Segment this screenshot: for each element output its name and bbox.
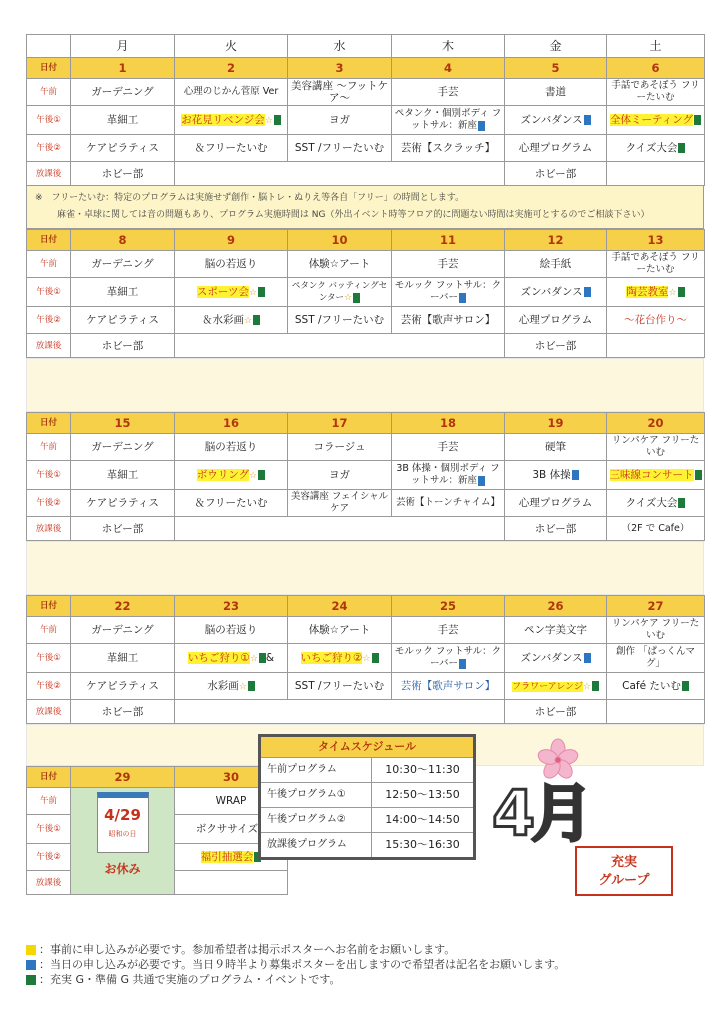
date-row <box>27 596 705 617</box>
event-highlight: 三味線コンサート <box>609 469 694 481</box>
legend <box>26 942 565 987</box>
spacer-band <box>26 358 704 412</box>
program-cell: クイズ大会 <box>607 490 705 517</box>
program-cell: SST /フリーたいむ <box>288 673 392 700</box>
blue-mark-icon <box>459 659 466 669</box>
green-mark-icon <box>678 287 685 297</box>
program-cell: リンパケア フリーたいむ <box>607 617 705 644</box>
date-cell: 12 <box>505 230 607 251</box>
green-mark-icon <box>678 143 685 153</box>
green-mark-icon <box>682 681 689 691</box>
legend-item: ：充実 G・準備 G 共通で実施のプログラム・イベントです。 <box>26 972 565 987</box>
holiday-cell <box>71 788 175 895</box>
schedule-row: 放課後プログラム 15:30〜16:30 <box>261 832 473 857</box>
program-cell: 手芸 <box>392 617 505 644</box>
program-cell: 心理プログラム <box>505 135 607 162</box>
green-mark-icon <box>353 293 360 303</box>
legend-item: ：事前に申し込みが必要です。参加希望者は掲示ポスターへお名前をお願いします。 <box>26 942 565 957</box>
legend-item: ：当日の申し込みが必要です。当日９時半より募集ポスターを出しますので希望者は記名をお願いします。 <box>26 957 565 972</box>
program-cell: モルック フットサル：クーバー <box>392 644 505 673</box>
program-cell: ペタンク バッティングセンター☆ <box>288 278 392 307</box>
program-cell: 革細工 <box>71 461 175 490</box>
date-cell: 11 <box>392 230 505 251</box>
program-cell: 芸術【スクラッチ】 <box>392 135 505 162</box>
event-highlight: スポーツ会 <box>196 285 249 298</box>
program-cell <box>288 644 392 673</box>
after-row <box>27 700 705 724</box>
program-cell: 心理プログラム <box>505 307 607 334</box>
program-cell: 心理プログラム <box>505 490 607 517</box>
program-cell: 体験☆アート <box>288 617 392 644</box>
yellow-mark-icon <box>26 945 36 955</box>
program-cell <box>175 871 288 895</box>
event-highlight: お花見リベンジ会 <box>181 113 265 126</box>
blue-mark-icon <box>572 470 579 480</box>
green-mark-icon <box>694 115 701 125</box>
program-cell: 〜花台作り〜 <box>607 307 705 334</box>
time-schedule <box>258 734 476 860</box>
row-label: 日付 <box>27 58 71 79</box>
blue-mark-icon <box>459 293 466 303</box>
row-label: 日付 <box>27 413 71 434</box>
pm2-row <box>27 490 705 517</box>
after-row <box>27 334 705 358</box>
event-highlight: フラワーアレンジ <box>512 681 583 692</box>
schedule-row: 午前プログラム 10:30〜11:30 <box>261 757 473 782</box>
program-cell: 体験☆アート <box>288 251 392 278</box>
program-cell: （2F で Cafe） <box>607 517 705 541</box>
program-cell: ヨガ <box>288 106 392 135</box>
row-label: 午後② <box>27 673 71 700</box>
row-label: 午後① <box>27 278 71 307</box>
program-cell <box>175 461 288 490</box>
star-icon: ☆ <box>362 653 371 664</box>
row-label: 午後② <box>27 307 71 334</box>
star-icon: ☆ <box>249 470 258 481</box>
date-cell: 19 <box>505 413 607 434</box>
program-cell: ペタンク・個別ボディ フットサル：新座 <box>392 106 505 135</box>
row-label: 午後① <box>27 644 71 673</box>
green-mark-icon <box>248 681 255 691</box>
event-highlight: 陶芸教室 <box>626 285 669 298</box>
program-cell: ガーデニング <box>71 434 175 461</box>
date-cell: 5 <box>505 58 607 79</box>
program-cell <box>607 461 705 490</box>
program-cell: ホビー部 <box>505 162 607 186</box>
weekday-fri: 金 <box>505 35 607 58</box>
row-label: 午前 <box>27 251 71 278</box>
program-cell <box>175 106 288 135</box>
date-cell: 25 <box>392 596 505 617</box>
program-cell: モルック フットサル：クーバー <box>392 278 505 307</box>
date-cell: 15 <box>71 413 175 434</box>
program-cell: ズンバダンス <box>505 644 607 673</box>
row-label: 日付 <box>27 596 71 617</box>
program-cell: 美容講座 フェイシャルケア <box>288 490 392 517</box>
blue-mark-icon <box>26 960 36 970</box>
date-cell: 16 <box>175 413 288 434</box>
program-cell: ケアピラティス <box>71 490 175 517</box>
program-cell: 芸術【歌声サロン】 <box>392 307 505 334</box>
date-cell: 18 <box>392 413 505 434</box>
row-label: 放課後 <box>27 871 71 895</box>
row-label: 放課後 <box>27 334 71 358</box>
pm1-row <box>27 644 705 673</box>
program-cell: ＆水彩画☆ <box>175 307 288 334</box>
row-label: 午前 <box>27 79 71 106</box>
schedule-calendar <box>26 34 705 186</box>
date-row <box>27 413 705 434</box>
program-cell: 手話であそぼう フリーたいむ <box>607 79 705 106</box>
program-cell: 革細工 <box>71 644 175 673</box>
weekday-tue: 火 <box>175 35 288 58</box>
row-label: 日付 <box>27 230 71 251</box>
program-cell: 手芸 <box>392 79 505 106</box>
star-icon: ☆ <box>249 653 258 664</box>
green-mark-icon <box>592 681 599 691</box>
program-cell: 心理のじかん菅原 Ver <box>175 79 288 106</box>
calendar-icon: 4/29 昭和の日 <box>97 792 149 853</box>
date-cell: 3 <box>288 58 392 79</box>
am-row <box>27 79 705 106</box>
row-label: 午後① <box>27 461 71 490</box>
program-cell: 脳の若返り <box>175 617 288 644</box>
date-row <box>27 767 288 788</box>
weekday-mon: 月 <box>71 35 175 58</box>
date-cell: 9 <box>175 230 288 251</box>
program-cell: ＆フリーたいむ <box>175 135 288 162</box>
am-row <box>27 251 705 278</box>
blue-mark-icon <box>584 115 591 125</box>
program-cell <box>505 673 607 700</box>
date-cell: 29 <box>71 767 175 788</box>
program-cell: クイズ大会 <box>607 135 705 162</box>
am-row <box>27 617 705 644</box>
after-row <box>27 517 705 541</box>
date-cell: 20 <box>607 413 705 434</box>
weekday-header <box>27 35 705 58</box>
pm2-row <box>27 673 705 700</box>
program-cell: 創作 「ぱっくんマグ」 <box>607 644 705 673</box>
green-mark-icon <box>695 470 702 480</box>
program-cell: ボクササイズ <box>175 815 288 844</box>
program-cell: SST /フリーたいむ <box>288 307 392 334</box>
program-cell: ホビー部 <box>71 162 175 186</box>
date-cell: 27 <box>607 596 705 617</box>
program-cell: ガーデニング <box>71 79 175 106</box>
green-mark-icon <box>274 115 281 125</box>
event-highlight: 福引抽選会 <box>200 851 254 863</box>
holiday-label: お休み <box>104 862 141 876</box>
program-cell: ホビー部 <box>71 334 175 358</box>
date-cell: 6 <box>607 58 705 79</box>
date-cell: 4 <box>392 58 505 79</box>
program-cell: ヨガ <box>288 461 392 490</box>
green-mark-icon <box>253 315 260 325</box>
weekday-sat: 土 <box>607 35 705 58</box>
program-cell: 美容講座 〜フットケア〜 <box>288 79 392 106</box>
green-mark-icon <box>258 470 265 480</box>
program-cell: ホビー部 <box>505 517 607 541</box>
program-cell: ホビー部 <box>71 517 175 541</box>
program-cell: 脳の若返り <box>175 251 288 278</box>
row-label: 午後① <box>27 106 71 135</box>
after-row <box>27 162 705 186</box>
program-cell: コラージュ <box>288 434 392 461</box>
program-cell: ズンバダンス <box>505 106 607 135</box>
weekday-wed: 水 <box>288 35 392 58</box>
program-cell: ケアピラティス <box>71 673 175 700</box>
date-cell: 23 <box>175 596 288 617</box>
program-cell: リンパケア フリーたいむ <box>607 434 705 461</box>
row-label: 放課後 <box>27 700 71 724</box>
program-cell: 芸術【トーンチャイム】 <box>392 490 505 517</box>
date-cell: 17 <box>288 413 392 434</box>
program-cell: 脳の若返り <box>175 434 288 461</box>
pm1-row <box>27 461 705 490</box>
program-cell: 芸術【歌声サロン】 <box>392 673 505 700</box>
star-icon: ☆ <box>668 287 677 298</box>
date-cell: 30 <box>175 767 288 788</box>
pm2-row <box>27 307 705 334</box>
am-row <box>27 434 705 461</box>
row-label: 午後② <box>27 490 71 517</box>
date-cell: 8 <box>71 230 175 251</box>
date-cell: 13 <box>607 230 705 251</box>
program-cell: ズンバダンス <box>505 278 607 307</box>
pm1-row <box>27 106 705 135</box>
date-cell: 1 <box>71 58 175 79</box>
month-title: 4月 <box>484 738 602 858</box>
program-cell: 水彩画☆ <box>175 673 288 700</box>
row-label: 日付 <box>27 767 71 788</box>
date-cell: 22 <box>71 596 175 617</box>
event-highlight: いちご狩り① <box>187 651 250 664</box>
date-cell: 2 <box>175 58 288 79</box>
row-label: 午前 <box>27 617 71 644</box>
star-icon: ☆ <box>243 315 253 326</box>
green-mark-icon <box>259 653 266 663</box>
pm1-row <box>27 278 705 307</box>
program-cell: WRAP <box>175 788 288 815</box>
row-label: 放課後 <box>27 517 71 541</box>
program-cell: ケアピラティス <box>71 135 175 162</box>
green-mark-icon <box>26 975 36 985</box>
blue-mark-icon <box>584 287 591 297</box>
program-cell: 手芸 <box>392 251 505 278</box>
star-icon: ☆ <box>249 287 258 298</box>
row-label: 午前 <box>27 788 71 815</box>
program-cell: 硬筆 <box>505 434 607 461</box>
green-mark-icon <box>372 653 379 663</box>
event-highlight: 全体ミーティング <box>610 114 693 126</box>
program-cell: ガーデニング <box>71 617 175 644</box>
date-cell: 10 <box>288 230 392 251</box>
spacer-band <box>26 541 704 595</box>
program-cell: いちご狩り①☆ & <box>175 644 288 673</box>
star-icon: ☆ <box>582 681 591 692</box>
schedule-row: 午後プログラム② 14:00〜14:50 <box>261 807 473 832</box>
row-label: 午後① <box>27 815 71 844</box>
program-cell: ガーデニング <box>71 251 175 278</box>
program-cell: 絵手紙 <box>505 251 607 278</box>
program-cell: 書道 <box>505 79 607 106</box>
program-cell: 革細工 <box>71 106 175 135</box>
date-row <box>27 230 705 251</box>
star-icon: ☆ <box>264 115 273 126</box>
blue-mark-icon <box>478 476 485 486</box>
weekday-thu: 木 <box>392 35 505 58</box>
program-cell <box>607 278 705 307</box>
program-cell: 手芸 <box>392 434 505 461</box>
program-cell: ペン字美文字 <box>505 617 607 644</box>
row-label: 午後② <box>27 135 71 162</box>
program-cell: Café たいむ <box>607 673 705 700</box>
time-schedule-title: タイムスケジュール <box>261 737 473 757</box>
event-highlight: いちご狩り② <box>300 651 363 664</box>
program-cell: ＆フリーたいむ <box>175 490 288 517</box>
program-cell: ケアピラティス <box>71 307 175 334</box>
program-cell <box>175 278 288 307</box>
blue-mark-icon <box>584 653 591 663</box>
green-mark-icon <box>258 287 265 297</box>
green-mark-icon <box>678 498 685 508</box>
program-cell <box>607 106 705 135</box>
row-label: 放課後 <box>27 162 71 186</box>
program-cell: 革細工 <box>71 278 175 307</box>
program-cell: SST /フリーたいむ <box>288 135 392 162</box>
row-label: 午後② <box>27 844 71 871</box>
blue-mark-icon <box>478 121 485 131</box>
date-row <box>27 58 705 79</box>
program-cell: ホビー部 <box>505 334 607 358</box>
group-name-badge: 充実 グループ <box>575 846 673 896</box>
program-cell: ホビー部 <box>71 700 175 724</box>
star-icon: ☆ <box>238 681 247 692</box>
program-cell: 3B 体操・個別ボディ フットサル：新座 <box>392 461 505 490</box>
schedule-row: 午後プログラム① 12:50〜13:50 <box>261 782 473 807</box>
date-cell: 24 <box>288 596 392 617</box>
date-cell: 26 <box>505 596 607 617</box>
event-highlight: ボウリング <box>196 468 250 481</box>
pm2-row <box>27 135 705 162</box>
program-cell: 3B 体操 <box>505 461 607 490</box>
program-cell: 手話であそぼう フリーたいむ <box>607 251 705 278</box>
program-cell: ホビー部 <box>505 700 607 724</box>
star-icon: ☆ <box>344 293 353 303</box>
free-time-note: ※ フリーたいむ：特定のプログラムは実施せず創作・脳トレ・ぬりえ等各自「フリー」の時間とします。 麻雀・卓球に関しては音の問題もあり、プログラム実施時間は NG（外出イベント時等フロア的に問題ない時間は実施可とするのでご相談下さい） <box>26 186 704 229</box>
row-label: 午前 <box>27 434 71 461</box>
